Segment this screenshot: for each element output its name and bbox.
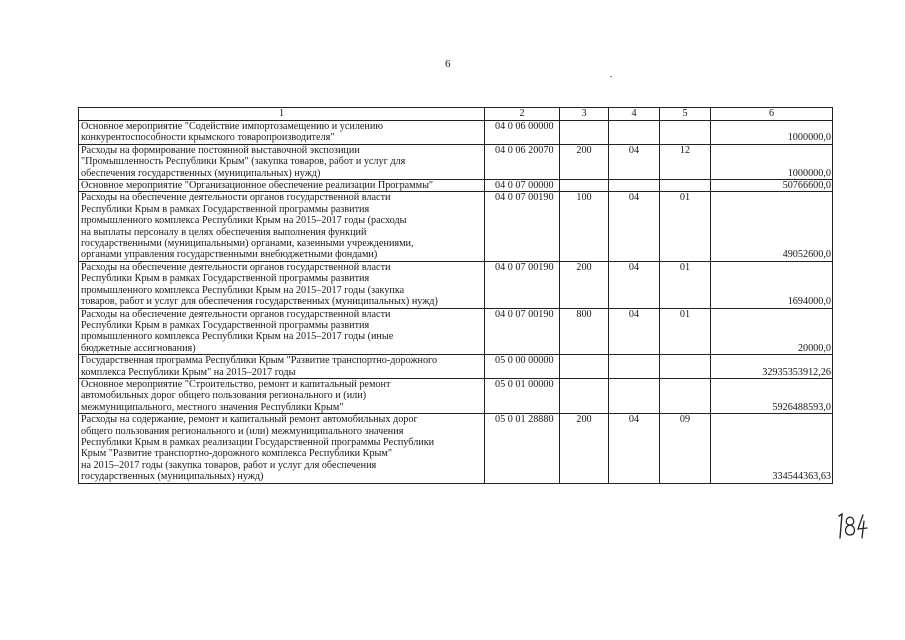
row-amount: 32935353912,26 [711, 355, 833, 379]
table-row [79, 180, 833, 192]
row-col5 [660, 378, 711, 413]
row-col3: 200 [560, 144, 609, 179]
row-code: 04 0 06 20070 [485, 144, 560, 179]
row-description: Основное мероприятие "Содействие импортозамещению и усилению конкурентоспособности крымского товаропроизводителя" [79, 121, 485, 145]
row-col3: 200 [560, 414, 609, 483]
table-row [79, 414, 833, 483]
row-col5: 01 [660, 308, 711, 355]
row-description: Расходы на обеспечение деятельности органов государственной власти Республики Крым в рамках Государственной программы развития промышленного комплекса Республики Крым на 2015–2017 годы (расходы на выплаты персоналу в целях обеспечения выполнения функций государственными (муниципальными) органами, казенными учреждениями, органами управления государственными внебюджетными фондами) [79, 192, 485, 261]
table-row [79, 192, 833, 261]
row-amount: 1694000,0 [711, 261, 833, 308]
row-description: Расходы на обеспечение деятельности органов государственной власти Республики Крым в рамках Государственной программы развития промышленного комплекса Республики Крым на 2015–2017 годы (иные бюджетные ассигнования) [79, 308, 485, 355]
budget-table [78, 107, 833, 484]
row-col4 [609, 378, 660, 413]
handwritten-page-number-mark [836, 512, 868, 540]
row-description: Основное мероприятие "Строительство, ремонт и капитальный ремонт автомобильных дорог общего пользования регионального и (или) межмуниципального, местного значения Республики Крым" [79, 378, 485, 413]
header-cell-5: 5 [660, 108, 711, 121]
row-description: Расходы на обеспечение деятельности органов государственной власти Республики Крым в рамках Государственной программы развития промышленного комплекса Республики Крым на 2015–2017 годы (закупка товаров, работ и услуг для обеспечения государственных (муниципальных) нужд) [79, 261, 485, 308]
table-header-row [79, 108, 833, 121]
row-col3: 200 [560, 261, 609, 308]
row-col4: 04 [609, 261, 660, 308]
row-amount: 49052600,0 [711, 192, 833, 261]
row-col3 [560, 355, 609, 379]
row-amount: 5926488593,0 [711, 378, 833, 413]
row-col4 [609, 121, 660, 145]
row-description: Основное мероприятие "Организационное обеспечение реализации Программы" [79, 180, 485, 192]
row-code: 04 0 07 00190 [485, 308, 560, 355]
row-code: 04 0 06 00000 [485, 121, 560, 145]
row-code: 05 0 01 28880 [485, 414, 560, 483]
row-col4 [609, 355, 660, 379]
header-cell-4: 4 [609, 108, 660, 121]
header-cell-3: 3 [560, 108, 609, 121]
row-col5 [660, 355, 711, 379]
row-amount: 334544363,63 [711, 414, 833, 483]
row-col5: 01 [660, 261, 711, 308]
row-description: Государственная программа Республики Крым "Развитие транспортно-дорожного комплекса Республики Крым" на 2015–2017 годы [79, 355, 485, 379]
row-code: 04 0 07 00190 [485, 192, 560, 261]
row-code: 05 0 00 00000 [485, 355, 560, 379]
row-amount: 1000000,0 [711, 144, 833, 179]
row-code: 04 0 07 00190 [485, 261, 560, 308]
row-col5: 01 [660, 192, 711, 261]
table-row [79, 308, 833, 355]
header-cell-6: 6 [711, 108, 833, 121]
row-col3: 800 [560, 308, 609, 355]
row-description: Расходы на формирование постоянной выставочной экспозиции "Промышленность Республики Крым" (закупка товаров, работ и услуг для обеспечения государственных (муниципальных) нужд) [79, 144, 485, 179]
row-col3 [560, 121, 609, 145]
row-col4 [609, 180, 660, 192]
row-col4: 04 [609, 192, 660, 261]
row-col4: 04 [609, 414, 660, 483]
table-row [79, 121, 833, 145]
page-number: 6 [445, 58, 451, 70]
row-amount: 20000,0 [711, 308, 833, 355]
row-code: 05 0 01 00000 [485, 378, 560, 413]
header-cell-2: 2 [485, 108, 560, 121]
row-col5: 12 [660, 144, 711, 179]
row-code: 04 0 07 00000 [485, 180, 560, 192]
row-col5 [660, 121, 711, 145]
row-col3 [560, 378, 609, 413]
row-amount: 1000000,0 [711, 121, 833, 145]
row-col3 [560, 180, 609, 192]
table-row [79, 261, 833, 308]
table-row [79, 378, 833, 413]
table-row [79, 355, 833, 379]
row-col3: 100 [560, 192, 609, 261]
header-cell-1: 1 [79, 108, 485, 121]
row-amount: 50766600,0 [711, 180, 833, 192]
row-col4: 04 [609, 308, 660, 355]
row-col4: 04 [609, 144, 660, 179]
row-col5 [660, 180, 711, 192]
budget-table-body [79, 108, 833, 484]
scan-speck [610, 76, 612, 77]
row-col5: 09 [660, 414, 711, 483]
table-row [79, 144, 833, 179]
row-description: Расходы на содержание, ремонт и капитальный ремонт автомобильных дорог общего пользования регионального и (или) межмуниципального значения Республики Крым в рамках реализации Государственной программы Республики Крым "Развитие транспортно-дорожного комплекса Республики Крым" на 2015–2017 годы (закупка товаров, работ и услуг для обеспечения государственных (муниципальных) нужд) [79, 414, 485, 483]
